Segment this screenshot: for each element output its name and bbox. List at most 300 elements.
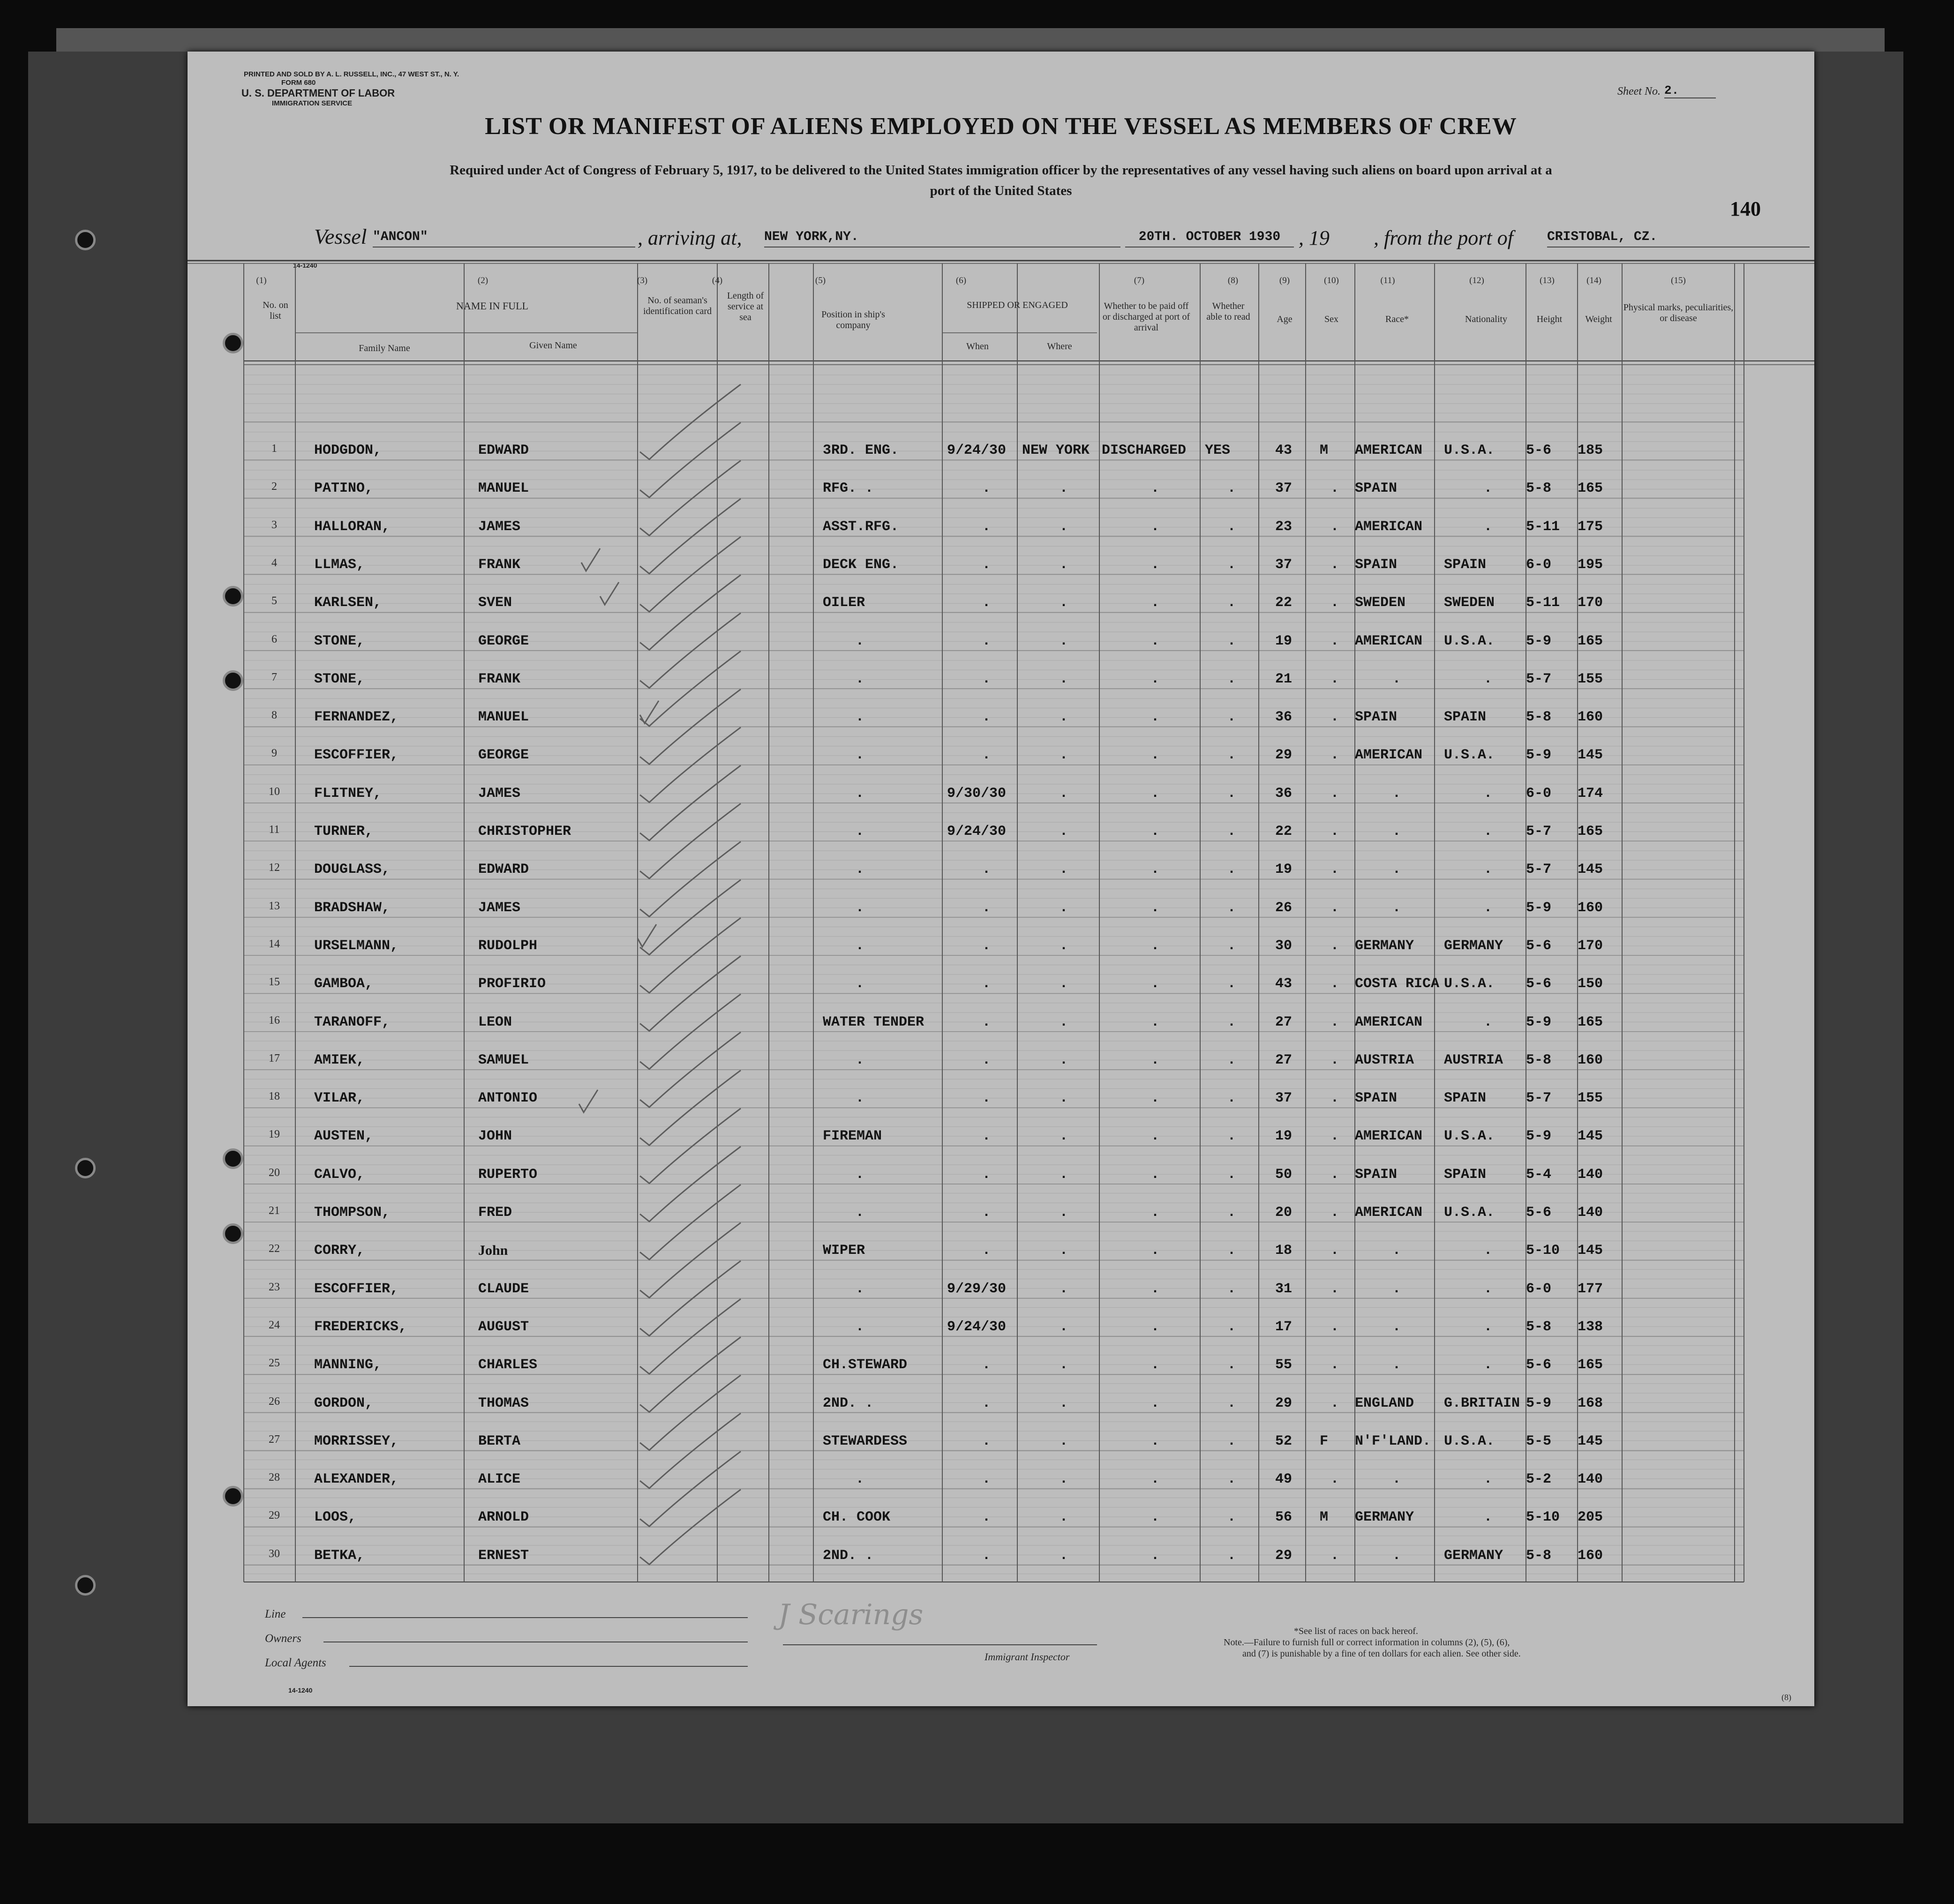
height-cell: 5-7 xyxy=(1526,671,1552,687)
age-cell: 49 xyxy=(1275,1471,1293,1488)
weight-cell: 170 xyxy=(1578,937,1603,954)
age-cell: 27 xyxy=(1275,1014,1293,1030)
height-cell: 5-8 xyxy=(1526,1547,1552,1564)
family-name-cell: GAMBOA, xyxy=(314,976,374,992)
shipped-where-cell: . xyxy=(1060,862,1068,878)
weight-cell: 155 xyxy=(1578,1090,1603,1107)
age-cell: 21 xyxy=(1275,671,1293,687)
able-to-read-cell: . xyxy=(1227,937,1236,954)
able-to-read-cell: . xyxy=(1227,785,1236,802)
given-name-cell: BERTA xyxy=(478,1433,521,1449)
given-name-cell: RUPERTO xyxy=(478,1166,538,1183)
inspector-signature: J Scarings xyxy=(778,1598,924,1631)
given-name-cell: ALICE xyxy=(478,1471,521,1488)
position-cell: . xyxy=(856,709,864,726)
col-number-11: (11) xyxy=(1380,276,1395,285)
paid-off-cell: . xyxy=(1151,518,1160,535)
age-cell: 20 xyxy=(1275,1205,1293,1221)
paid-off-cell: . xyxy=(1151,862,1160,878)
nationality-cell: . xyxy=(1484,785,1493,802)
paid-off-cell: . xyxy=(1151,785,1160,802)
height-cell: 5-9 xyxy=(1526,633,1552,649)
nationality-cell: U.S.A. xyxy=(1444,747,1495,764)
race-cell: . xyxy=(1392,1243,1401,1259)
height-cell: 5-2 xyxy=(1526,1471,1552,1488)
height-cell: 5-9 xyxy=(1526,1014,1552,1030)
row-number: 15 xyxy=(269,976,280,989)
row-number: 6 xyxy=(271,633,277,645)
header-family-name: Family Name xyxy=(359,343,410,353)
age-cell: 26 xyxy=(1275,900,1293,916)
given-name-cell: THOMAS xyxy=(478,1395,529,1411)
weight-cell: 205 xyxy=(1578,1509,1603,1526)
height-cell: 5-7 xyxy=(1526,862,1552,878)
age-cell: 17 xyxy=(1275,1319,1293,1335)
height-cell: 5-10 xyxy=(1526,1243,1560,1259)
race-cell: AUSTRIA xyxy=(1355,1052,1414,1068)
family-name-cell: THOMPSON, xyxy=(314,1205,391,1221)
row-number: 9 xyxy=(271,747,277,760)
paid-off-cell: . xyxy=(1151,1433,1160,1449)
able-to-read-cell: . xyxy=(1227,1395,1236,1411)
height-cell: 5-8 xyxy=(1526,709,1552,726)
sex-cell: . xyxy=(1330,1090,1339,1107)
race-cell: . xyxy=(1392,1319,1401,1335)
able-to-read-cell: . xyxy=(1227,747,1236,764)
sex-cell: . xyxy=(1330,747,1339,764)
department-name: U. S. DEPARTMENT OF LABOR xyxy=(241,87,395,99)
weight-cell: 145 xyxy=(1578,1243,1603,1259)
position-cell: . xyxy=(856,633,864,649)
race-cell: SWEDEN xyxy=(1355,595,1406,611)
shipped-where-cell: . xyxy=(1060,1433,1068,1449)
position-cell: . xyxy=(856,862,864,878)
given-name-cell: RUDOLPH xyxy=(478,937,538,954)
row-number: 13 xyxy=(269,900,280,912)
races-note: *See list of races on back hereof. xyxy=(1294,1626,1418,1636)
shipped-where-cell: . xyxy=(1060,1052,1068,1068)
shipped-when-cell: . xyxy=(982,1014,991,1030)
paid-off-cell: . xyxy=(1151,1243,1160,1259)
able-to-read-cell: . xyxy=(1227,1509,1236,1526)
age-cell: 19 xyxy=(1275,1128,1293,1145)
given-name-cell: ERNEST xyxy=(478,1547,529,1564)
row-number: 20 xyxy=(269,1166,280,1179)
nationality-cell: SPAIN xyxy=(1444,1090,1487,1107)
row-number: 27 xyxy=(269,1433,280,1446)
shipped-when-cell: . xyxy=(982,1395,991,1411)
height-cell: 5-10 xyxy=(1526,1509,1560,1526)
age-cell: 22 xyxy=(1275,595,1293,611)
position-cell: . xyxy=(856,1052,864,1068)
race-cell: SPAIN xyxy=(1355,1090,1398,1107)
sex-cell: . xyxy=(1330,1319,1339,1335)
nationality-cell: SPAIN xyxy=(1444,709,1487,726)
sex-cell: . xyxy=(1330,709,1339,726)
shipped-where-cell: . xyxy=(1060,747,1068,764)
nationality-cell: . xyxy=(1484,1319,1493,1335)
row-number: 2 xyxy=(271,480,277,493)
sex-cell: . xyxy=(1330,1471,1339,1488)
header-weight: Weight xyxy=(1585,314,1612,324)
family-name-cell: TARANOFF, xyxy=(314,1014,391,1030)
position-cell: . xyxy=(856,785,864,802)
shipped-when-cell: . xyxy=(982,1509,991,1526)
shipped-where-cell: . xyxy=(1060,1243,1068,1259)
family-name-cell: BRADSHAW, xyxy=(314,900,391,916)
sex-cell: . xyxy=(1330,824,1339,840)
header-sex: Sex xyxy=(1324,314,1338,324)
nationality-cell: GERMANY xyxy=(1444,937,1503,954)
able-to-read-cell: . xyxy=(1227,824,1236,840)
shipped-when-cell: 9/29/30 xyxy=(947,1281,1007,1297)
weight-cell: 175 xyxy=(1578,518,1603,535)
able-to-read-cell: . xyxy=(1227,671,1236,687)
able-to-read-cell: . xyxy=(1227,556,1236,573)
header-length-service: Length of service at sea xyxy=(727,291,764,322)
race-cell: . xyxy=(1392,1547,1401,1564)
position-cell: 3RD. ENG. xyxy=(823,442,899,458)
able-to-read-cell: . xyxy=(1227,1014,1236,1030)
race-cell: ENGLAND xyxy=(1355,1395,1414,1411)
height-cell: 5-6 xyxy=(1526,1205,1552,1221)
form-code-top: 14-1240 xyxy=(293,262,317,269)
race-cell: SPAIN xyxy=(1355,1166,1398,1183)
shipped-where-cell: . xyxy=(1060,1090,1068,1107)
sex-cell: . xyxy=(1330,1547,1339,1564)
height-cell: 5-7 xyxy=(1526,824,1552,840)
shipped-when-cell: . xyxy=(982,1433,991,1449)
punch-hole xyxy=(75,1575,96,1596)
family-name-cell: FLITNEY, xyxy=(314,785,382,802)
able-to-read-cell: . xyxy=(1227,1205,1236,1221)
race-cell: . xyxy=(1392,862,1401,878)
height-cell: 5-6 xyxy=(1526,442,1552,458)
paid-off-cell: . xyxy=(1151,900,1160,916)
given-name-cell: ANTONIO xyxy=(478,1090,538,1107)
shipped-when-cell: . xyxy=(982,595,991,611)
sex-cell: . xyxy=(1330,1166,1339,1183)
shipped-when-cell: . xyxy=(982,1090,991,1107)
given-name-cell: EDWARD xyxy=(478,862,529,878)
header-paid-off: Whether to be paid off or discharged at port of arrival xyxy=(1102,301,1190,333)
race-cell: . xyxy=(1392,785,1401,802)
height-cell: 5-8 xyxy=(1526,1319,1552,1335)
family-name-cell: FREDERICKS, xyxy=(314,1319,407,1335)
race-cell: . xyxy=(1392,1357,1401,1373)
shipped-where-cell: . xyxy=(1060,1281,1068,1297)
col-number-7: (7) xyxy=(1134,276,1145,285)
weight-cell: 165 xyxy=(1578,480,1603,497)
weight-cell: 140 xyxy=(1578,1471,1603,1488)
sex-cell: . xyxy=(1330,1357,1339,1373)
shipped-where-cell: . xyxy=(1060,633,1068,649)
vessel-label: Vessel xyxy=(314,225,367,248)
header-seaman-card: No. of seaman's identification card xyxy=(643,295,712,316)
position-cell: OILER xyxy=(823,595,865,611)
header-age: Age xyxy=(1277,314,1293,324)
sex-cell: M xyxy=(1320,1509,1329,1526)
shipped-when-cell: . xyxy=(982,1052,991,1068)
arrival-date: 20TH. OCTOBER 1930 xyxy=(1125,230,1294,247)
height-cell: 5-8 xyxy=(1526,480,1552,497)
weight-cell: 174 xyxy=(1578,785,1603,802)
form-code-bottom: 14-1240 xyxy=(288,1687,313,1694)
header-able-read: Whether able to read xyxy=(1206,301,1250,322)
row-number: 22 xyxy=(269,1243,280,1255)
col-number-2: (2) xyxy=(477,276,488,285)
col-number-6: (6) xyxy=(955,276,967,285)
race-cell: . xyxy=(1392,1471,1401,1488)
header-height: Height xyxy=(1536,314,1563,324)
family-name-cell: KARLSEN, xyxy=(314,595,382,611)
race-cell: AMERICAN xyxy=(1355,1014,1423,1030)
paid-off-cell: . xyxy=(1151,671,1160,687)
height-cell: 6-0 xyxy=(1526,785,1552,802)
given-name-cell: CHRISTOPHER xyxy=(478,824,571,840)
position-cell: . xyxy=(856,900,864,916)
corner-mark: (8) xyxy=(1781,1693,1791,1702)
shipped-where-cell: . xyxy=(1060,1128,1068,1145)
weight-cell: 165 xyxy=(1578,1357,1603,1373)
col-number-12: (12) xyxy=(1469,276,1484,285)
paid-off-cell: . xyxy=(1151,747,1160,764)
able-to-read-cell: . xyxy=(1227,1471,1236,1488)
shipped-where-cell: . xyxy=(1060,824,1068,840)
height-cell: 5-5 xyxy=(1526,1433,1552,1449)
nationality-cell: U.S.A. xyxy=(1444,976,1495,992)
given-name-cell: PROFIRIO xyxy=(478,976,546,992)
paid-off-cell: . xyxy=(1151,1052,1160,1068)
paid-off-cell: . xyxy=(1151,480,1160,497)
age-cell: 55 xyxy=(1275,1357,1293,1373)
sex-cell: . xyxy=(1330,1205,1339,1221)
position-cell: CH. COOK xyxy=(823,1509,891,1526)
nationality-cell: . xyxy=(1484,1281,1493,1297)
nationality-cell: U.S.A. xyxy=(1444,1128,1495,1145)
nationality-cell: AUSTRIA xyxy=(1444,1052,1503,1068)
weight-cell: 185 xyxy=(1578,442,1603,458)
age-cell: 29 xyxy=(1275,747,1293,764)
age-cell: 30 xyxy=(1275,937,1293,954)
age-cell: 43 xyxy=(1275,442,1293,458)
able-to-read-cell: . xyxy=(1227,633,1236,649)
sex-cell: . xyxy=(1330,518,1339,535)
family-name-cell: FERNANDEZ, xyxy=(314,709,399,726)
row-number: 29 xyxy=(269,1509,280,1522)
sex-cell: . xyxy=(1330,480,1339,497)
position-cell: ASST.RFG. xyxy=(823,518,899,535)
given-name-cell: LEON xyxy=(478,1014,512,1030)
shipped-when-cell: . xyxy=(982,976,991,992)
sex-cell: . xyxy=(1330,1395,1339,1411)
col-number-10: (10) xyxy=(1324,276,1339,285)
able-to-read-cell: . xyxy=(1227,1547,1236,1564)
sex-cell: . xyxy=(1330,1014,1339,1030)
paid-off-cell: . xyxy=(1151,1319,1160,1335)
row-number: 7 xyxy=(271,671,277,683)
col-number-8: (8) xyxy=(1227,276,1239,285)
line-field xyxy=(302,1617,748,1618)
race-cell: SPAIN xyxy=(1355,709,1398,726)
able-to-read-cell: . xyxy=(1227,1243,1236,1259)
age-cell: 36 xyxy=(1275,785,1293,802)
row-number: 19 xyxy=(269,1128,280,1141)
given-name-cell: JAMES xyxy=(478,518,521,535)
height-cell: 6-0 xyxy=(1526,556,1552,573)
family-name-cell: STONE, xyxy=(314,671,365,687)
height-cell: 5-6 xyxy=(1526,937,1552,954)
given-name-cell: JAMES xyxy=(478,785,521,802)
shipped-where-cell: . xyxy=(1060,1395,1068,1411)
row-number: 5 xyxy=(271,595,277,607)
position-cell: 2ND. . xyxy=(823,1547,874,1564)
position-cell: CH.STEWARD xyxy=(823,1357,908,1373)
position-cell: . xyxy=(856,747,864,764)
shipped-where-cell: . xyxy=(1060,1014,1068,1030)
age-cell: 23 xyxy=(1275,518,1293,535)
row-number: 25 xyxy=(269,1357,280,1370)
given-name-cell: SAMUEL xyxy=(478,1052,529,1068)
age-cell: 29 xyxy=(1275,1547,1293,1564)
age-cell: 22 xyxy=(1275,824,1293,840)
race-cell: GERMANY xyxy=(1355,937,1414,954)
shipped-where-cell: . xyxy=(1060,785,1068,802)
nationality-cell: . xyxy=(1484,480,1493,497)
shipped-when-cell: . xyxy=(982,518,991,535)
able-to-read-cell: . xyxy=(1227,709,1236,726)
row-number: 4 xyxy=(271,556,277,569)
family-name-cell: LOOS, xyxy=(314,1509,357,1526)
shipped-when-cell: . xyxy=(982,709,991,726)
family-name-cell: ALEXANDER, xyxy=(314,1471,399,1488)
age-cell: 18 xyxy=(1275,1243,1293,1259)
family-name-cell: AUSTEN, xyxy=(314,1128,374,1145)
shipped-where-cell: . xyxy=(1060,1471,1068,1488)
position-cell: . xyxy=(856,1471,864,1488)
paid-off-cell: . xyxy=(1151,709,1160,726)
race-cell: . xyxy=(1392,900,1401,916)
penalty-note-line1: Note.—Failure to furnish full or correct information in columns (2), (5), (6), xyxy=(1224,1637,1510,1648)
given-name-cell: FRANK xyxy=(478,671,521,687)
family-name-cell: TURNER, xyxy=(314,824,374,840)
row-number: 12 xyxy=(269,862,280,874)
paid-off-cell: . xyxy=(1151,1471,1160,1488)
weight-cell: 145 xyxy=(1578,1433,1603,1449)
given-name-cell: AUGUST xyxy=(478,1319,529,1335)
race-cell: GERMANY xyxy=(1355,1509,1414,1526)
height-cell: 5-9 xyxy=(1526,1395,1552,1411)
row-number: 14 xyxy=(269,937,280,950)
family-name-cell: MANNING, xyxy=(314,1357,382,1373)
shipped-when-cell: . xyxy=(982,633,991,649)
paid-off-cell: . xyxy=(1151,1509,1160,1526)
row-number: 11 xyxy=(269,824,280,836)
given-name-cell: CHARLES xyxy=(478,1357,538,1373)
able-to-read-cell: . xyxy=(1227,900,1236,916)
nationality-cell: . xyxy=(1484,1014,1493,1030)
shipped-when-cell: . xyxy=(982,1471,991,1488)
row-number: 30 xyxy=(269,1547,280,1560)
row-number: 3 xyxy=(271,518,277,531)
weight-cell: 160 xyxy=(1578,900,1603,916)
vessel-name: "ANCON" xyxy=(373,230,635,247)
col-number-3: (3) xyxy=(637,276,648,285)
row-number: 16 xyxy=(269,1014,280,1027)
shipped-where-cell: . xyxy=(1060,976,1068,992)
row-number: 24 xyxy=(269,1319,280,1331)
form-number: FORM 680 xyxy=(281,79,316,87)
row-number: 10 xyxy=(269,785,280,798)
shipped-when-cell: . xyxy=(982,1166,991,1183)
height-cell: 5-9 xyxy=(1526,747,1552,764)
shipped-when-cell: 9/30/30 xyxy=(947,785,1007,802)
age-cell: 37 xyxy=(1275,480,1293,497)
col-number-4: (4) xyxy=(712,276,723,285)
shipped-where-cell: . xyxy=(1060,1166,1068,1183)
position-cell: . xyxy=(856,1090,864,1107)
row-number: 18 xyxy=(269,1090,280,1103)
family-name-cell: GORDON, xyxy=(314,1395,374,1411)
paid-off-cell: . xyxy=(1151,633,1160,649)
row-number: 23 xyxy=(269,1281,280,1293)
paid-off-cell: DISCHARGED xyxy=(1102,442,1187,458)
nationality-cell: U.S.A. xyxy=(1444,1205,1495,1221)
age-cell: 29 xyxy=(1275,1395,1293,1411)
age-cell: 50 xyxy=(1275,1166,1293,1183)
paid-off-cell: . xyxy=(1151,1205,1160,1221)
family-name-cell: VILAR, xyxy=(314,1090,365,1107)
printer-credit: PRINTED AND SOLD BY A. L. RUSSELL, INC., 47 WEST ST., N. Y. xyxy=(244,70,459,78)
weight-cell: 168 xyxy=(1578,1395,1603,1411)
col-number-9: (9) xyxy=(1279,276,1290,285)
given-name-cell: FRANK xyxy=(478,556,521,573)
col-number-15: (15) xyxy=(1671,276,1686,285)
paid-off-cell: . xyxy=(1151,595,1160,611)
height-cell: 5-8 xyxy=(1526,1052,1552,1068)
nationality-cell: U.S.A. xyxy=(1444,442,1495,458)
able-to-read-cell: . xyxy=(1227,976,1236,992)
race-cell: SPAIN xyxy=(1355,556,1398,573)
shipped-where-cell: . xyxy=(1060,1319,1068,1335)
family-name-cell: HALLORAN, xyxy=(314,518,391,535)
age-cell: 52 xyxy=(1275,1433,1293,1449)
paid-off-cell: . xyxy=(1151,1357,1160,1373)
paid-off-cell: . xyxy=(1151,824,1160,840)
shipped-when-cell: . xyxy=(982,1547,991,1564)
local-agents-field xyxy=(349,1666,748,1667)
given-name-cell: MANUEL xyxy=(478,709,529,726)
height-cell: 5-4 xyxy=(1526,1166,1552,1183)
sex-cell: . xyxy=(1330,1281,1339,1297)
given-name-cell: ARNOLD xyxy=(478,1509,529,1526)
family-name-cell: CORRY, xyxy=(314,1243,365,1259)
sex-cell: F xyxy=(1320,1433,1329,1449)
age-cell: 36 xyxy=(1275,709,1293,726)
sex-cell: . xyxy=(1330,785,1339,802)
weight-cell: 155 xyxy=(1578,671,1603,687)
position-cell: FIREMAN xyxy=(823,1128,882,1145)
shipped-where-cell: . xyxy=(1060,1357,1068,1373)
age-cell: 19 xyxy=(1275,633,1293,649)
shipped-when-cell: . xyxy=(982,1243,991,1259)
header-when: When xyxy=(966,341,989,352)
shipped-when-cell: . xyxy=(982,862,991,878)
manifest-page xyxy=(188,52,1814,1706)
height-cell: 5-7 xyxy=(1526,1090,1552,1107)
race-cell: N'F'LAND. xyxy=(1355,1433,1431,1449)
shipped-when-cell: . xyxy=(982,1128,991,1145)
